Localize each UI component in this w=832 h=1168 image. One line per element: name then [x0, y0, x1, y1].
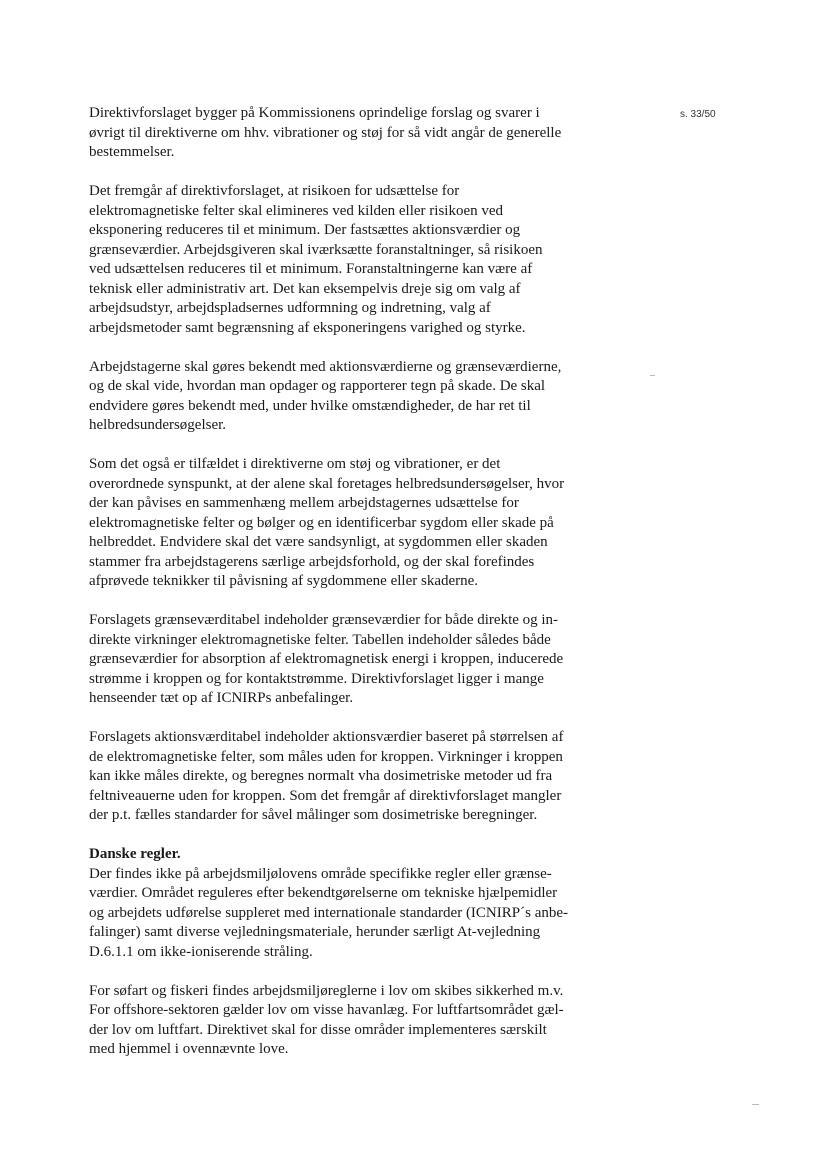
paragraph-intro [89, 104, 619, 163]
text-line: Det fremgår af direktivforslaget, at risikoen for udsættelse for [89, 183, 460, 199]
text-line: og de skal vide, hvordan man opdager og rapporterer tegn på skade. De skal [89, 378, 546, 394]
text-line: direkte virkninger elektromagnetiske felter. Tabellen indeholder således både [89, 631, 551, 648]
section-heading: Danske regler. [89, 846, 181, 862]
text-line: helbreddet. Endvidere skal det være sandsynligt, at sygdommen eller skaden [89, 534, 548, 550]
paragraph-risk-reduction [89, 182, 619, 338]
text-line: endvidere gøres bekendt med, under hvilke omstændigheder, de har ret til [89, 397, 531, 414]
page-number: s. 33/50 [680, 109, 716, 120]
text-line: og arbejdets udførelse suppleret med internationale standarder (ICNIRP´s anbe- [89, 904, 569, 921]
paragraph-action-values [89, 728, 619, 826]
text-line: overordnede synspunkt, at der alene skal foretages helbredsundersøgelser, hvor [89, 475, 565, 492]
text-line: grænseværdier. Arbejdsgiveren skal iværksætte foranstaltninger, så risikoen [89, 241, 543, 258]
paragraph-shipping-offshore [89, 982, 619, 1060]
text-line: arbejdsmetoder samt begrænsning af eksponeringens varighed og styrke. [89, 319, 526, 336]
paragraph-limit-values [89, 611, 619, 709]
text-line: der p.t. fælles standarder for såvel målinger som dosimetriske beregninger. [89, 807, 538, 823]
text-line: kan ikke måles direkte, og beregnes normalt vha dosimetriske metoder ud fra [89, 768, 553, 784]
text-line: afprøvede teknikker til påvisning af sygdommene eller skaderne. [89, 573, 479, 589]
text-line: falinger) samt diverse vejledningsmateriale, herunder særligt At-vejledning [89, 924, 541, 940]
text-line: ved udsættelsen reduceres til et minimum. Foranstaltningerne kan være af [89, 261, 533, 277]
text-line: der lov om luftfart. Direktivet skal for disse områder implementeres særskilt [89, 1021, 547, 1038]
text-line: teknisk eller administrativ art. Det kan eksempelvis dreje sig om valg af [89, 280, 521, 297]
text-line: D.6.1.1 om ikke-ioniserende stråling. [89, 943, 313, 960]
text-line: feltniveauerne uden for kroppen. Som det fremgår af direktivforslaget mangler [89, 787, 562, 804]
paragraph-worker-information [89, 358, 619, 436]
text-line: For offshore-sektoren gælder lov om visse havanlæg. For luftfartsområdet gæl- [89, 1002, 564, 1018]
text-line: værdier. Området reguleres efter bekendtgørelserne om tekniske hjælpemidler [89, 885, 558, 901]
margin-mark [650, 375, 655, 376]
text-line: grænseværdier for absorption af elektromagnetisk energi i kroppen, inducerede [89, 651, 564, 667]
text-line: For søfart og fiskeri findes arbejdsmiljøreglerne i lov om skibes sikkerhed m.v. [89, 982, 564, 999]
paragraph-health-surveillance [89, 455, 619, 592]
text-line: elektromagnetiske felter og bølger og en identificerbar sygdom eller skade på [89, 514, 554, 531]
text-line: arbejdsudstyr, arbejdspladsernes udformning og indretning, valg af [89, 300, 491, 316]
text-line: bestemmelser. [89, 144, 175, 160]
text-line: Forslagets aktionsværditabel indeholder aktionsværdier baseret på størrelsen af [89, 729, 564, 745]
text-line: strømme i kroppen og for kontaktstrømme. Direktivforslaget ligger i mange [89, 670, 544, 687]
text-line: øvrigt til direktiverne om hhv. vibrationer og støj for så vidt angår de generelle [89, 124, 562, 141]
paragraph-danish-rules [89, 845, 619, 962]
text-line: Som det også er tilfældet i direktiverne om støj og vibrationer, er det [89, 456, 501, 472]
text-line: stammer fra arbejdstagerens særlige arbejdsforhold, og der skal forefindes [89, 553, 535, 570]
text-line: Der findes ikke på arbejdsmiljølovens område specifikke regler eller grænse- [89, 865, 552, 882]
text-line: Direktivforslaget bygger på Kommissionens oprindelige forslag og svarer i [89, 105, 540, 121]
text-line: Arbejdstagerne skal gøres bekendt med aktionsværdierne og grænseværdierne, [89, 358, 562, 375]
text-line: elektromagnetiske felter skal elimineres ved kilden eller risikoen ved [89, 202, 504, 219]
text-line: eksponering reduceres til et minimum. Der fastsættes aktionsværdier og [89, 222, 521, 238]
text-line: de elektromagnetiske felter, som måles uden for kroppen. Virkninger i kroppen [89, 748, 563, 765]
document-body [89, 104, 619, 1060]
text-line: henseender tæt op af ICNIRPs anbefalinger. [89, 690, 354, 706]
text-line: helbredsundersøgelser. [89, 417, 227, 433]
text-line: Forslagets grænseværditabel indeholder grænseværdier for både direkte og in- [89, 612, 559, 628]
text-line: der kan påvises en sammenhæng mellem arbejdstagernes udsættelse for [89, 495, 519, 511]
text-line: med hjemmel i ovennævnte love. [89, 1041, 289, 1057]
margin-mark [752, 1104, 759, 1105]
